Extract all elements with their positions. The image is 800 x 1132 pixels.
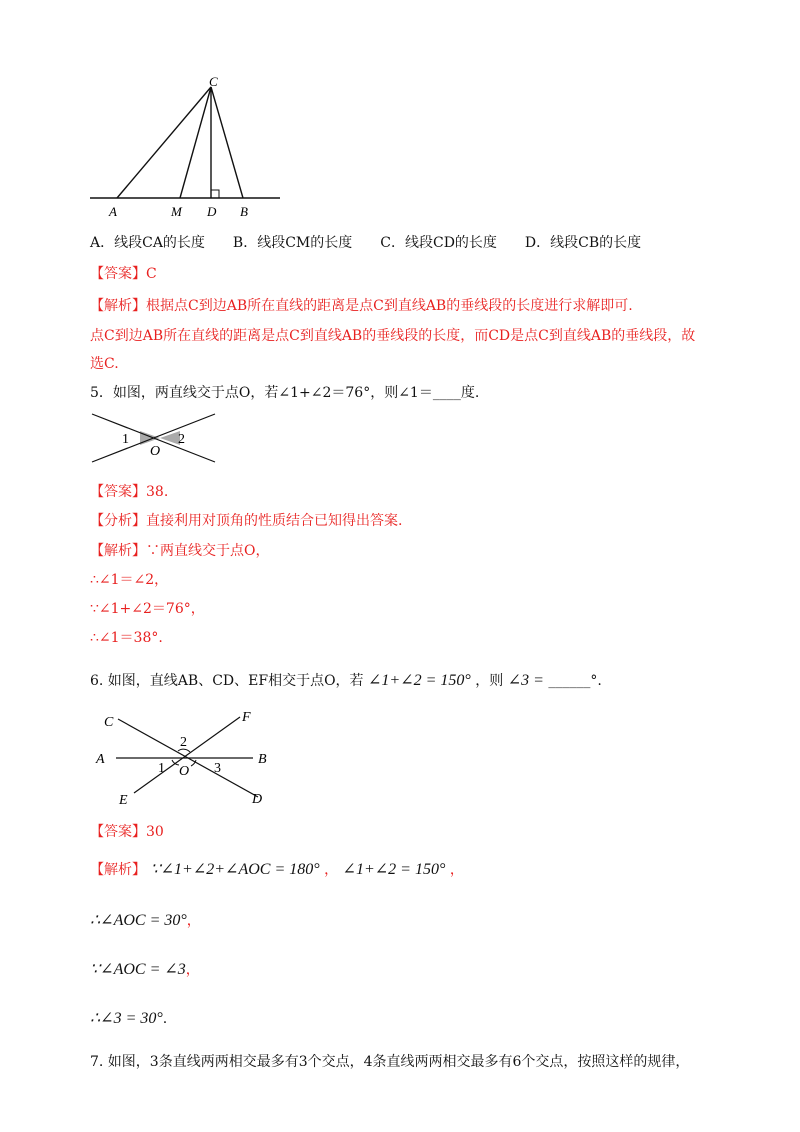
label-A: A (109, 204, 117, 219)
label-O: O (150, 444, 161, 459)
q5-step2: ∵∠1+∠2＝76°， (90, 601, 205, 617)
label-2: 2 (180, 735, 187, 750)
q6-question-math2: ∠3 = (507, 672, 544, 689)
q6-step2 (90, 961, 200, 979)
q6-step3-math: ∴∠3 = 30° (90, 1010, 163, 1027)
q4-options: A．线段CA的长度 B．线段CM的长度 C．线段CD的长度 D．线段CB的长度 (90, 235, 642, 251)
label-O: O (179, 764, 190, 779)
label-E: E (119, 793, 128, 808)
label-A: A (96, 752, 105, 767)
q6-jiexi-math2: ∠1+∠2 = 150° (342, 861, 446, 878)
label-C: C (104, 715, 114, 730)
label-B: B (240, 204, 248, 219)
figure-q5-vertical-angles (88, 410, 223, 468)
q6-jiexi-sep: ， (324, 862, 339, 878)
q6-step1-math: ∴∠AOC = 30° (90, 912, 187, 929)
q6-question-a: 6. 如图，直线AB、CD、EF相交于点O，若 (90, 673, 364, 689)
label-3: 3 (214, 761, 221, 776)
label-2: 2 (178, 432, 185, 447)
q5-step3: ∴∠1＝38°. (90, 630, 163, 646)
q5-jiexi: 【解析】∵两直线交于点O， (90, 543, 270, 559)
q6-question-b: ，则 (475, 673, 504, 689)
q6-jiexi-label: 【解析】 (90, 862, 146, 878)
q6-jiexi (90, 861, 464, 879)
label-1: 1 (158, 761, 165, 776)
label-F: F (242, 710, 251, 725)
q6-step3 (90, 1010, 167, 1028)
label-D: D (252, 792, 263, 807)
label-B: B (258, 752, 267, 767)
q6-question-c: ______°. (548, 673, 602, 689)
figure-q4-triangle (85, 75, 285, 225)
q4-analysis-1: 【解析】根据点C到边AB所在直线的距离是点C到直线AB的垂线段的长度进行求解即可. (90, 298, 633, 314)
q5-fenxi: 【分析】直接利用对顶角的性质结合已知得出答案. (90, 513, 403, 529)
q6-step2-end: ， (185, 962, 200, 978)
label-C: C (209, 75, 218, 89)
q6-jiexi-math1: ∵∠1+∠2+∠AOC = 180° (150, 861, 320, 878)
q6-question (90, 672, 602, 690)
q6-step1 (90, 912, 201, 930)
label-D: D (207, 204, 217, 219)
q5-step1: ∴∠1＝∠2， (90, 572, 169, 588)
q7-question: 7. 如图，3条直线两两相交最多有3个交点，4条直线两两相交最多有6个交点，按照这样的规律， (90, 1054, 690, 1070)
q6-step3-end: . (162, 1011, 168, 1027)
q6-question-math: ∠1+∠2 = 150° (368, 672, 471, 689)
q4-answer: 【答案】C (90, 266, 157, 282)
figure-q6-three-lines (90, 705, 280, 810)
q6-step1-end: ， (186, 913, 201, 929)
q6-jiexi-end: ， (449, 862, 464, 878)
q5-question: 5．如图，两直线交于点O，若∠1+∠2＝76°，则∠1＝____度. (90, 385, 480, 401)
q5-answer: 【答案】38. (90, 484, 169, 500)
q4-analysis-2: 点C到边AB所在直线的距离是点C到直线AB的垂线段的长度，而CD是点C到直线AB的垂线段，故 (90, 328, 696, 344)
q4-analysis-3: 选C. (90, 356, 119, 372)
q6-answer: 【答案】30 (90, 824, 164, 840)
label-1: 1 (122, 432, 129, 447)
label-M: M (171, 204, 182, 219)
q6-step2-math: ∵∠AOC = ∠3 (90, 961, 186, 978)
